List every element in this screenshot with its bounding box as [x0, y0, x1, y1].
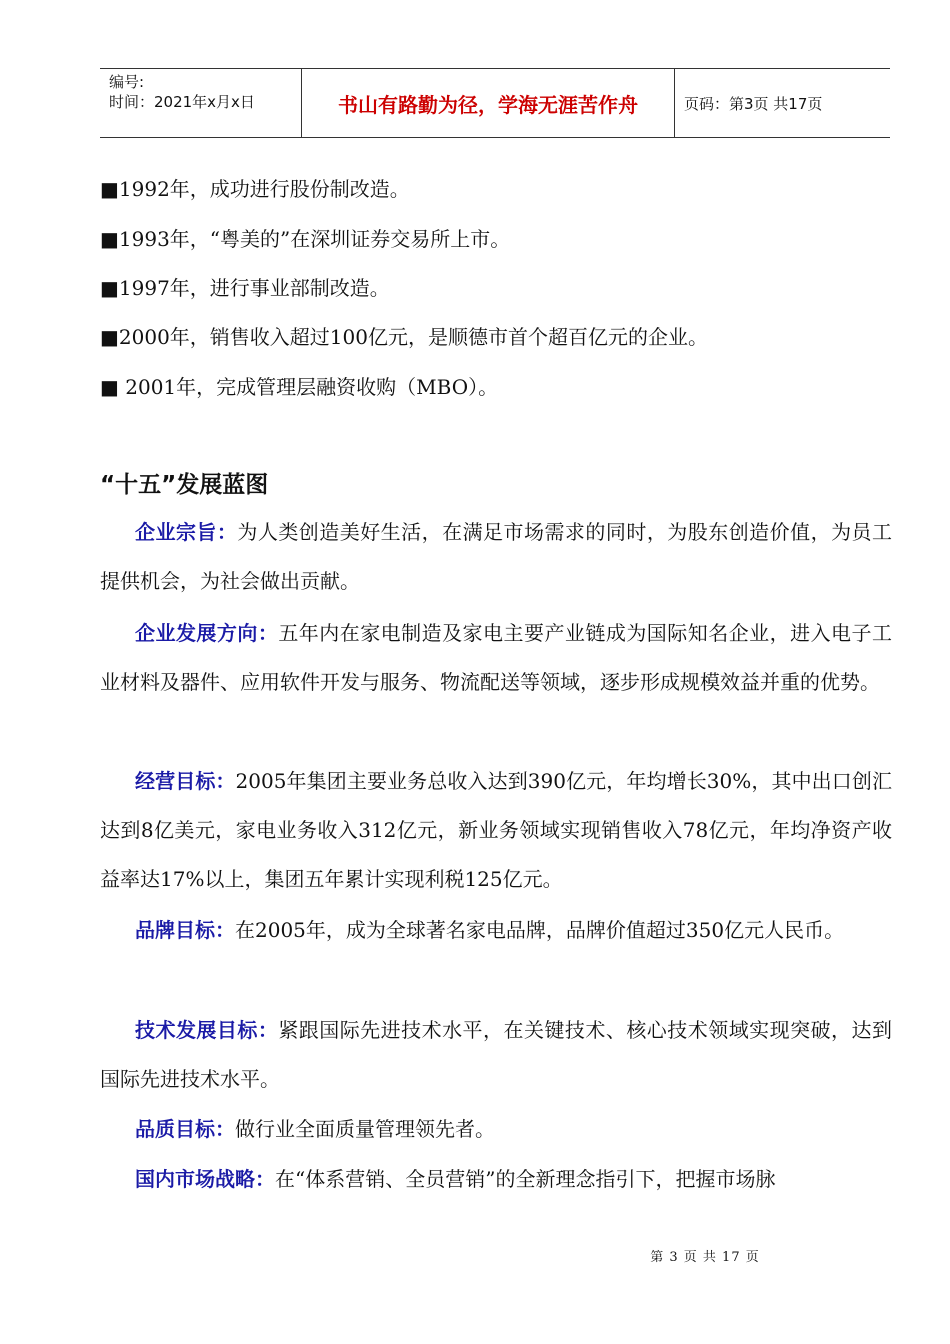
paragraph-label: 企业发展方向： — [135, 621, 279, 645]
milestone-2001: ■ 2001年，完成管理层融资收购（MBO）。 — [100, 375, 499, 399]
page-header — [100, 68, 890, 138]
paragraph-label: 品牌目标： — [135, 918, 235, 942]
paragraph-label: 国内市场战略： — [135, 1167, 275, 1191]
paragraph-text: 做行业全面质量管理领先者。 — [235, 1117, 495, 1141]
paragraph-text: 五年内在家电制造及家电主要产业链成为国际知名企业，进入电子工业材料及器件、应用软件开发与服务、物流配送等领域，逐步形成规模效益并重的优势。 — [100, 621, 893, 694]
paragraph-tech-goal — [100, 1006, 892, 1104]
header-meta — [100, 69, 302, 137]
paragraph-label: 技术发展目标： — [135, 1018, 279, 1042]
paragraph-brand-goal — [100, 906, 892, 955]
paragraph-text: 2005年集团主要业务总收入达到390亿元，年均增长30%，其中出口创汇达到8亿美元，家电业务收入312亿元，新业务领域实现销售收入78亿元，年均净资产收益率达17%以上，集团五年累计实现利税125亿元。 — [100, 769, 892, 891]
header-page-info: 页码：第3页 共17页 — [684, 94, 823, 113]
paragraph-label: 企业宗旨： — [135, 520, 238, 544]
header-motto: 书山有路勤为径，学海无涯苦作舟 — [302, 69, 675, 137]
milestone-2000: ■2000年，销售收入超过100亿元，是顺德市首个超百亿元的企业。 — [100, 325, 708, 349]
paragraph-domestic-strategy — [100, 1155, 892, 1204]
paragraph-label: 经营目标： — [135, 769, 236, 793]
milestone-1997: ■1997年，进行事业部制改造。 — [100, 276, 390, 300]
milestone-1992: ■1992年，成功进行股份制改造。 — [100, 177, 410, 201]
section-title: “十五”发展蓝图 — [100, 472, 269, 498]
serial-label: 编号: — [109, 73, 145, 91]
footer-page-number: 第 3 页 共 17 页 — [650, 1250, 760, 1265]
paragraph-direction — [100, 609, 892, 707]
paragraph-quality-goal — [100, 1105, 892, 1154]
paragraph-text: 为人类创造美好生活，在满足市场需求的同时，为股东创造价值，为员工提供机会，为社会做出贡献。 — [100, 520, 893, 593]
paragraph-text: 在2005年，成为全球著名家电品牌，品牌价值超过350亿元人民币。 — [235, 918, 845, 942]
paragraph-label: 品质目标： — [135, 1117, 235, 1141]
paragraph-business-goal — [100, 757, 892, 904]
time-label: 时间：2021年x月x日 — [109, 93, 255, 111]
paragraph-text: 在“体系营销、全员营销”的全新理念指引下，把握市场脉 — [275, 1167, 776, 1191]
milestone-1993: ■1993年，“粤美的”在深圳证券交易所上市。 — [100, 227, 511, 251]
page-footer — [0, 1246, 950, 1265]
paragraph-text: 紧跟国际先进技术水平，在关键技术、核心技术领域实现突破，达到国际先进技术水平。 — [100, 1018, 893, 1091]
paragraph-purpose — [100, 508, 892, 606]
